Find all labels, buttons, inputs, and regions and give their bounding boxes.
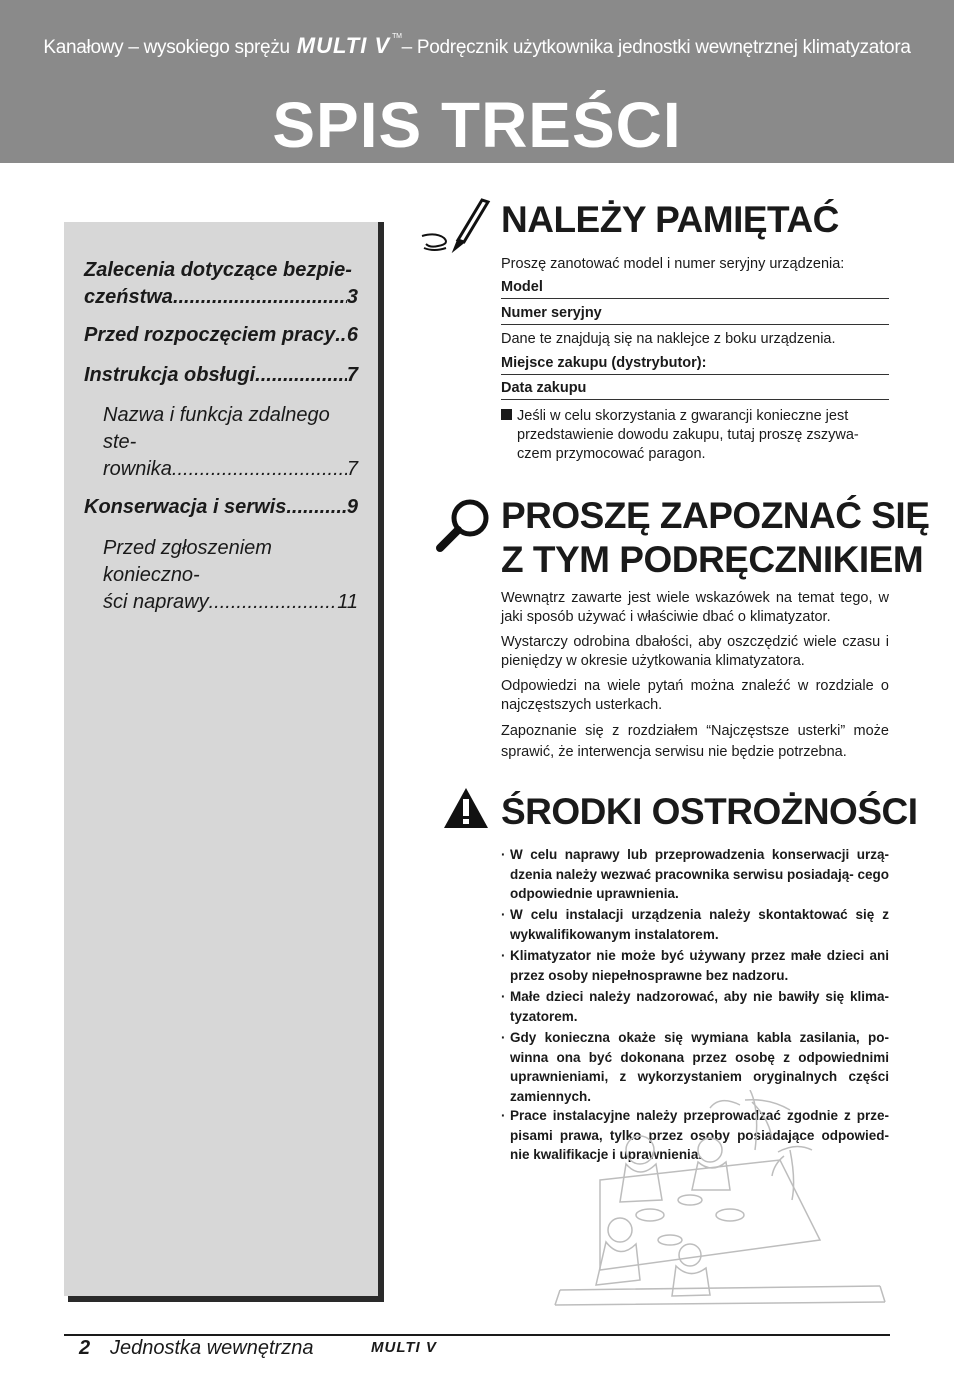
family-picnic-illustration xyxy=(540,1090,900,1310)
toc-page-number: 6 xyxy=(346,324,358,346)
toc-entry-title: Przed rozpoczęciem pracy xyxy=(84,324,336,346)
toc-page-number: 7 xyxy=(346,364,358,386)
purchase-place-field-label: Miejsce zakupu (dystrybutor): xyxy=(501,355,889,375)
toc-entry-title: ści naprawy xyxy=(103,591,209,613)
toc-entry[interactable] xyxy=(84,362,358,389)
toc-entry-title: Instrukcja obsługi xyxy=(84,364,256,386)
section-heading-read-manual xyxy=(501,494,929,582)
subtitle-manual-name: – Podręcznik użytkownika jednostki wewnętrznej klimatyzatora xyxy=(401,37,911,58)
precaution-item: · Prace instalacyjne należy przeprowadzać zgodnie z prze- pisami prawa, tylko przez osoby posiadające odpowied- nie kwalifikacje i uprawnienia. xyxy=(501,1106,889,1165)
toc-entry-title: Przed zgłoszeniem konieczno- xyxy=(103,537,272,586)
remember-intro: Proszę zanotować model i numer seryjny urządzenia: xyxy=(501,256,845,272)
read-paragraph: Odpowiedzi na wiele pytań można znaleźć w rozdziale o najczęstszych usterkach. xyxy=(501,678,889,713)
toc-subentry[interactable] xyxy=(103,402,358,483)
toc-page-number: 9 xyxy=(346,496,358,518)
toc-entry-title: rownika xyxy=(103,458,172,480)
read-paragraph: Wystarczy odrobina dbałości, aby oszczędzić wiele czasu i pieniędzy w okresie użytkowania klimatyzatora. xyxy=(501,634,889,669)
precaution-item: · W celu instalacji urządzenia należy skontaktować się z wykwalifikowanym instalatorem. xyxy=(501,905,889,944)
subtitle-product-type: Kanałowy – wysokiego sprężu xyxy=(43,37,290,58)
document-subtitle xyxy=(0,33,954,59)
trademark-mark: TM xyxy=(392,33,402,40)
warning-icon xyxy=(442,786,490,830)
precaution-text: W celu instalacji urządzenia należy skontaktować się z wykwalifikowanym instalatorem. xyxy=(510,907,889,942)
precaution-item: · W celu naprawy lub przeprowadzenia konserwacji urzą- dzenia należy wezwać pracownika serwisu posiadają- cego odpowiednie uprawnienia. xyxy=(501,845,889,904)
precaution-text: Małe dzieci należy nadzorować, aby nie bawiły się klima- tyzatorem. xyxy=(510,989,889,1024)
toc-entry[interactable] xyxy=(84,322,358,349)
page-header xyxy=(0,0,954,163)
toc-entry[interactable] xyxy=(84,494,358,521)
receipt-note xyxy=(501,407,889,464)
page-title: SPIS TREŚCI xyxy=(272,89,682,161)
toc-entry-title: Konserwacja i serwis xyxy=(84,496,287,518)
footer-unit-label: Jednostka wewnętrzna xyxy=(110,1337,314,1359)
toc-shadow xyxy=(378,222,384,1302)
toc-subentry[interactable] xyxy=(103,535,358,616)
toc-entry-title: czeństwa xyxy=(84,286,173,308)
model-field-label: Model xyxy=(501,279,889,299)
magnifier-icon xyxy=(434,496,494,556)
toc-page-number: 3 xyxy=(346,286,358,308)
section-heading-remember: NALEŻY PAMIĘTAĆ xyxy=(501,199,839,240)
precaution-text: W celu naprawy lub przeprowadzenia konserwacji urzą- dzenia należy wezwać pracownika serwisu posiadają- cego odpowiednie uprawnienia. xyxy=(510,847,889,901)
read-paragraph: Wewnątrz zawarte jest wiele wskazówek na temat tego, w jaki sposób używać i właściwie dbać o klimatyzator. xyxy=(501,590,889,625)
purchase-date-field-label: Data zakupu xyxy=(501,380,889,400)
brand-logo-text: MULTI V xyxy=(296,33,391,58)
square-bullet-icon xyxy=(501,409,512,420)
footer-rule xyxy=(64,1334,890,1336)
precaution-text: Prace instalacyjne należy przeprowadzać zgodnie z prze- pisami prawa, tylko przez osoby posiadające odpowied- nie kwalifikacje i uprawnienia. xyxy=(510,1108,889,1162)
read-paragraph: Zapoznanie się z rozdziałem “Najczęstsze usterki” może sprawić, że interwencja serwisu nie będzie potrzebna. xyxy=(501,723,889,760)
section-heading-precautions: ŚRODKI OSTROŻNOŚCI xyxy=(501,791,918,832)
precaution-item: · Klimatyzator nie może być używany przez małe dzieci ani przez osoby niepełnosprawne bez nadzoru. xyxy=(501,946,889,985)
toc-page-number: 7 xyxy=(346,458,358,480)
footer-brand-logo: MULTI V xyxy=(371,1339,437,1356)
toc-entry-title: Nazwa i funkcja zdalnego ste- xyxy=(103,404,330,453)
toc-shadow xyxy=(68,1296,384,1302)
heading-line: Z TYM PODRĘCZNIKIEM xyxy=(501,539,924,580)
toc-page-number: 11 xyxy=(337,591,358,613)
receipt-note-text: Jeśli w celu skorzystania z gwarancji konieczne jest przedstawienie dowodu zakupu, tutaj proszę zszywa- czem przymocować paragon. xyxy=(517,408,859,462)
precaution-text: Gdy konieczna okaże się wymiana kabla zasilania, po- winna ona być dokonana przez osobę z odpowiednimi uprawnieniami, z wykorzystaniem oryginalnych części zamiennych. xyxy=(510,1030,889,1104)
pen-icon xyxy=(420,196,494,256)
toc-entry[interactable] xyxy=(84,257,358,311)
serial-number-field-label: Numer seryjny xyxy=(501,305,889,325)
precaution-item: · Gdy konieczna okaże się wymiana kabla zasilania, po- winna ona być dokonana przez osobę z odpowiednimi uprawnieniami, z wykorzystaniem oryginalnych części zamiennych. xyxy=(501,1028,889,1106)
precaution-text: Klimatyzator nie może być używany przez małe dzieci ani przez osoby niepełnosprawne bez nadzoru. xyxy=(510,948,889,983)
heading-line: PROSZĘ ZAPOZNAĆ SIĘ xyxy=(501,495,930,536)
sticker-note: Dane te znajdują się na naklejce z boku urządzenia. xyxy=(501,331,836,347)
precaution-item: · Małe dzieci należy nadzorować, aby nie bawiły się klima- tyzatorem. xyxy=(501,987,889,1026)
page-number: 2 xyxy=(79,1337,91,1359)
toc-entry-title: Zalecenia dotyczące bezpie- xyxy=(84,259,352,281)
